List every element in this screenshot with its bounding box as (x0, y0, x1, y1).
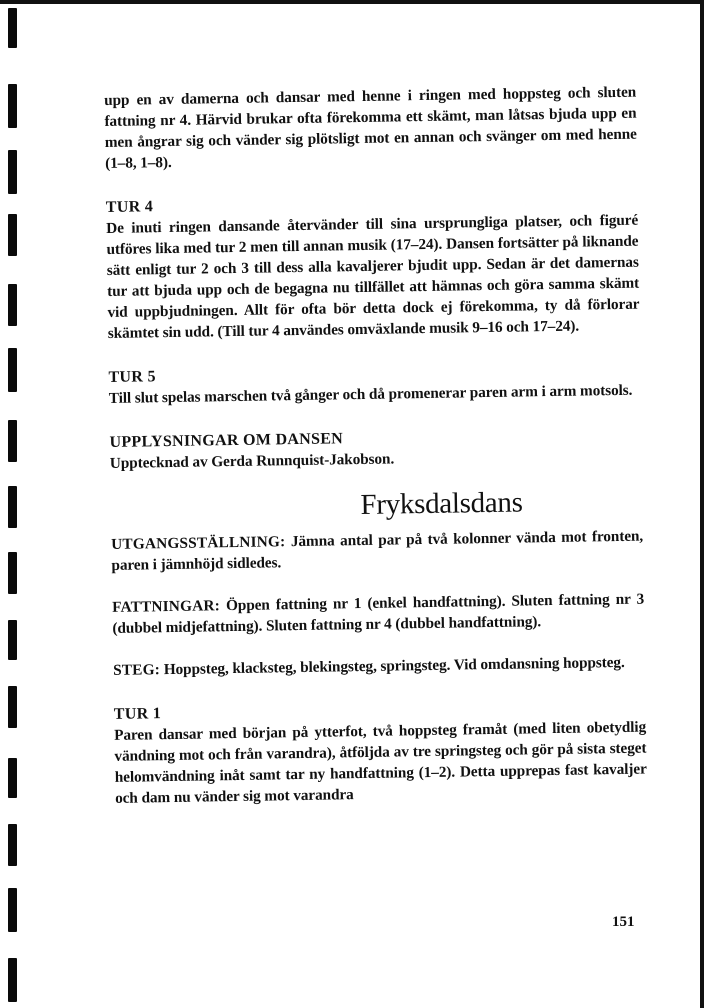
binding-holes (0, 0, 38, 1008)
dance-title: Fryksdalsdans (360, 486, 523, 522)
steg-text: Hoppsteg, klacksteg, blekingsteg, springsteg. Vid omdansning hoppsteg. (163, 653, 625, 679)
utgangsstallning-label: UTGANGSSTÄLLNING: (111, 533, 286, 553)
tur5-paragraph: Till slut spelas marschen två gånger och då promenerar paren arm i arm motsols. (108, 381, 633, 407)
steg-label: STEG: (112, 661, 161, 679)
page-top-edge (0, 0, 704, 4)
binding-hole (8, 214, 17, 256)
fattningar-label: FATTNINGAR: (111, 597, 221, 616)
binding-hole (8, 620, 17, 660)
page-right-edge (700, 0, 704, 1008)
book-page-text (104, 82, 647, 809)
tur5-heading: TUR 5 (108, 368, 156, 386)
binding-hole (8, 84, 17, 128)
binding-hole (8, 150, 17, 194)
binding-hole (8, 8, 17, 48)
binding-hole (8, 348, 17, 392)
upplysningar-paragraph: Upptecknad av Gerda Runnquist-Jakobson. (109, 450, 395, 472)
tur1-heading: TUR 1 (113, 705, 162, 723)
tur4-paragraph: De inuti ringen dansande återvänder till sina ursprungliga platser, och figuré utföres lika med tur 2 men till annan musik (17–24). Dansen fortsätter på liknande sätt enligt tur 2 och 3 till dess alla kavaljerer bjudit upp. Sedan är det damernas tur att bjuda upp och de begagna nu tillfället att hämnas och göra samma skämt vid uppbjudningen. Allt för ofta bör detta dock ej förekomma, ty då förlorar skämtet sin udd. (Till tur 4 användes omväxlande musik 9–16 och 17–24). (106, 211, 640, 342)
tur1-paragraph: Paren dansar med början på ytterfot, två hoppsteg framåt (med liten obetydlig vändning mot och från varandra), åtföljda av tre springsteg och gör på sista steget helomvändning inåt samt tar ny handfattning (1–2). Detta upprepas fast kavaljer och dam nu vänder sig mot varandra (114, 718, 647, 807)
continuation-paragraph: upp en av damerna och dansar med henne i ringen med hoppsteg och sluten fattning nr 4. Härvid brukar ofta förekomma ett skämt, man låtsas bjuda upp en men ångrar sig och vänder sig plötsligt mot en annan och svänger om med henne (1–8, 1–8). (104, 83, 637, 172)
binding-hole (8, 888, 17, 932)
page-number: 151 (612, 914, 635, 930)
binding-hole (8, 420, 17, 462)
binding-hole (8, 958, 17, 1002)
fattningar-text: Öppen fattning nr 1 (enkel handfattning). Sluten fattning nr 3 (dubbel midjefattning). Sluten fattning nr 4 (dubbel handfattning). (112, 590, 645, 637)
binding-hole (8, 486, 17, 528)
upplysningar-heading: UPPLYSNINGAR OM DANSEN (109, 430, 344, 451)
utgangsstallning-text: Jämna antal par på två kolonner vända mot fronten, paren i jämnhöjd sidledes. (111, 527, 644, 574)
binding-hole (8, 552, 17, 594)
binding-hole (8, 824, 17, 866)
binding-hole (8, 686, 17, 728)
binding-hole (8, 284, 17, 326)
tur4-heading: TUR 4 (105, 198, 154, 216)
binding-hole (8, 758, 17, 798)
